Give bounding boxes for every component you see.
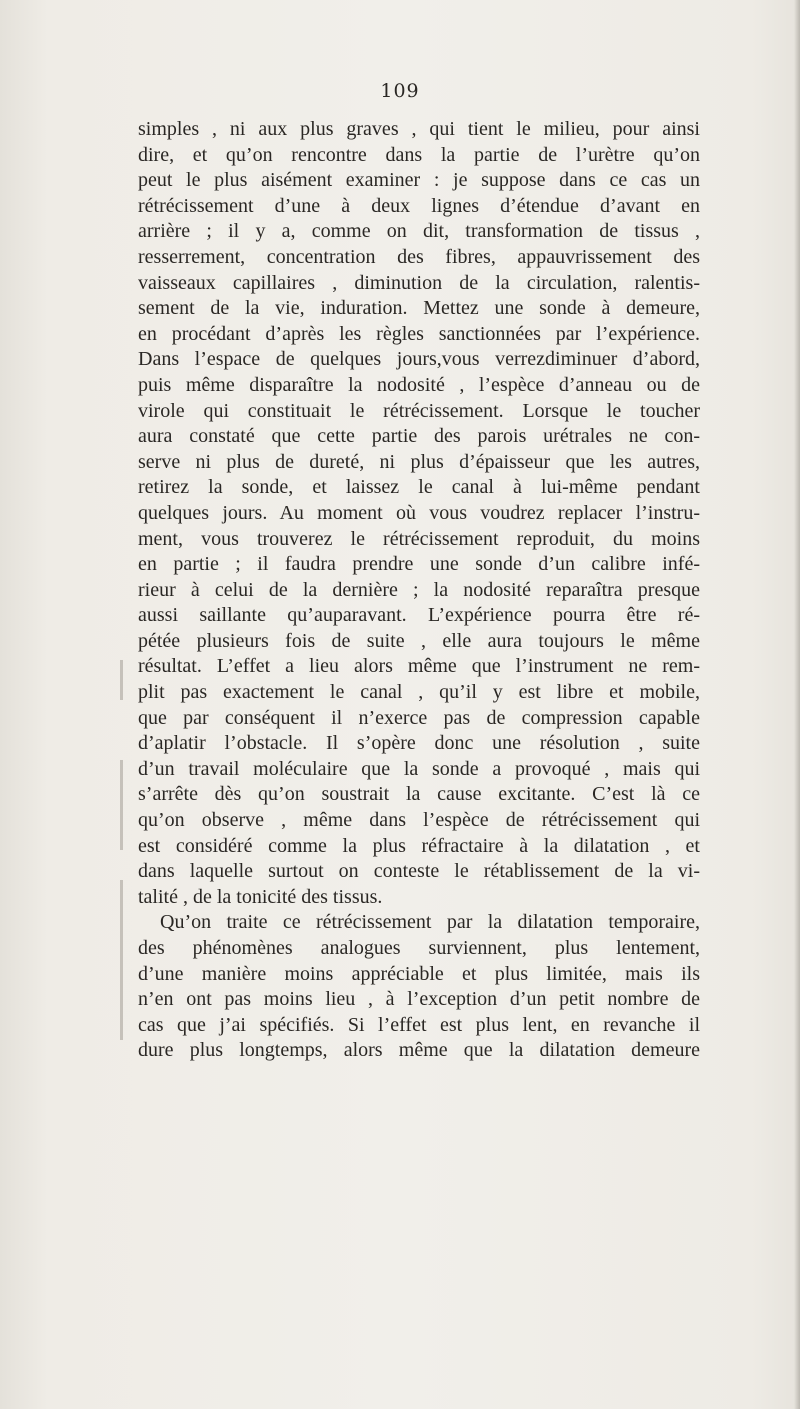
gutter-mark [120,660,123,700]
text-line: virole qui constituait le rétrécissement. Lorsque le toucher [138,399,700,422]
text-line: en partie ; il faudra prendre une sonde d’un calibre infé- [138,553,700,576]
text-line: plit pas exactement le canal , qu’il y est libre et mobile, [138,681,700,704]
text-line: ment, vous trouverez le rétrécissement reproduit, du moins [138,527,700,550]
gutter-mark [120,760,123,850]
body-text [138,117,700,1064]
text-line: puis même disparaître la nodosité , l’espèce d’anneau ou de [138,373,700,396]
text-line: rétrécissement d’une à deux lignes d’étendue d’avant en [138,194,700,217]
text-line: quelques jours. Au moment où vous voudrez replacer l’instru- [138,501,700,524]
text-line: aura constaté que cette partie des parois urétrales ne con- [138,425,700,448]
page-number: 109 [380,80,420,102]
text-line: simples , ni aux plus graves , qui tient le milieu, pour ainsi [138,118,700,140]
text-line: dire, et qu’on rencontre dans la partie de l’urètre qu’on [138,143,700,166]
text-line: est considéré comme la plus réfractaire à la dilatation , et [138,834,700,857]
text-line: vaisseaux capillaires , diminution de la circulation, ralentis- [138,271,700,294]
text-line: resserrement, concentration des fibres, appauvrissement des [138,245,700,268]
text-line: n’en ont pas moins lieu , à l’exception d’un petit nombre de [138,988,700,1011]
text-line: que par conséquent il n’exerce pas de compression capable [138,706,700,729]
gutter-mark [120,880,123,1040]
text-line: s’arrête dès qu’on soustrait la cause excitante. C’est là ce [138,783,700,806]
text-line: d’une manière moins appréciable et plus limitée, mais ils [138,962,700,985]
text-line: serve ni plus de dureté, ni plus d’épaisseur que les autres, [138,450,700,473]
text-line: résultat. L’effet a lieu alors même que l’instrument ne rem- [138,655,700,678]
text-line: cas que j’ai spécifiés. Si l’effet est plus lent, en revanche il [138,1013,700,1036]
text-line: en procédant d’après les règles sanctionnées par l’expérience. [138,322,700,345]
text-line: d’aplatir l’obstacle. Il s’opère donc une résolution , suite [138,732,700,755]
text-line: aussi saillante qu’auparavant. L’expérience pourra être ré- [138,604,700,627]
text-line: dans laquelle surtout on conteste le rétablissement de la vi- [138,860,700,883]
text-line: Qu’on traite ce rétrécissement par la dilatation temporaire, [160,911,700,934]
text-line: Dans l’espace de quelques jours,vous verrezdiminuer d’abord, [138,348,700,371]
text-line: talité , de la tonicité des tissus. [138,885,383,908]
text-line: retirez la sonde, et laissez le canal à lui-même pendant [138,476,700,499]
text-line: dure plus longtemps, alors même que la dilatation demeure [138,1039,700,1062]
text-line: rieur à celui de la dernière ; la nodosité reparaîtra presque [138,578,700,601]
text-line: qu’on observe , même dans l’espèce de rétrécissement qui [138,809,700,832]
page-edge-shadow [794,0,800,1409]
text-line: pétée plusieurs fois de suite , elle aura toujours le même [138,629,700,652]
text-line: sement de la vie, induration. Mettez une sonde à demeure, [138,297,700,320]
text-line: d’un travail moléculaire que la sonde a provoqué , mais qui [138,757,700,780]
text-line: arrière ; il y a, comme on dit, transformation de tissus , [138,220,700,243]
text-line: des phénomènes analogues surviennent, plus lentement, [138,937,700,959]
text-line: peut le plus aisément examiner : je suppose dans ce cas un [138,169,700,192]
